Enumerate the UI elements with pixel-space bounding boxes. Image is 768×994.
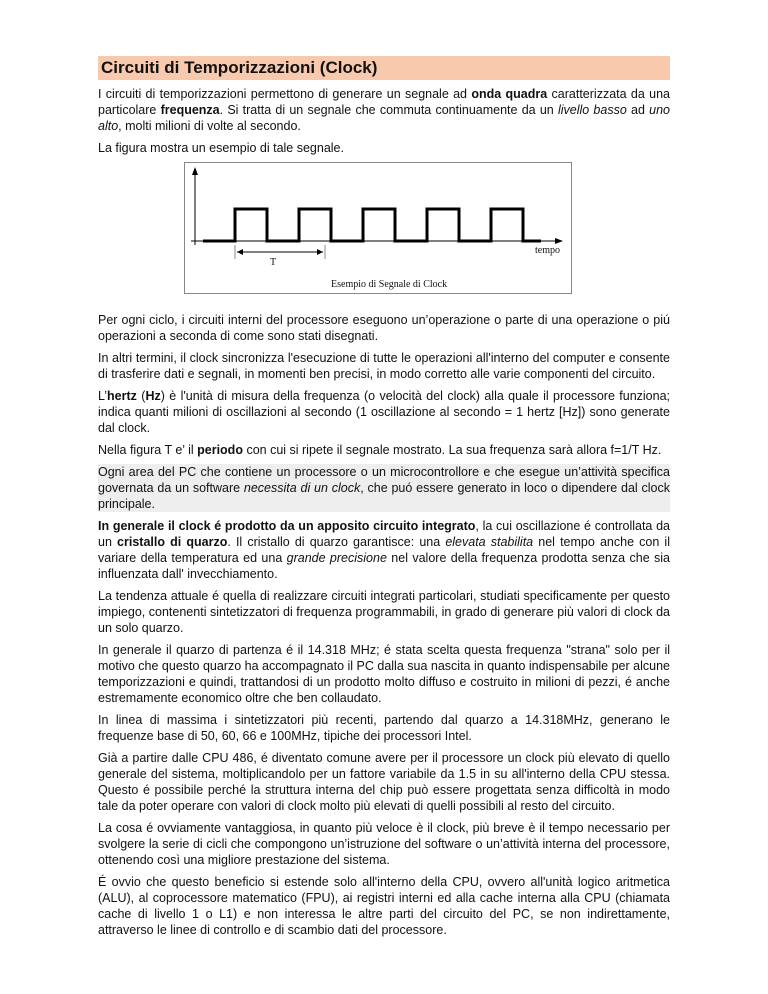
bold-term: Hz [145, 389, 161, 403]
text-run: nel valore della frequenza prodotta senza che sia influenzata dall' invecchiamento. [98, 551, 671, 581]
paragraph-sync: In altri termini, il clock sincronizza l'esecuzione di tutte le operazioni all'interno del computer e consente di trasferire dati e segnali, in momenti ben precisi, in modo corretto alle varie componenti del circuito. [98, 351, 670, 381]
bold-term: hertz [107, 389, 137, 403]
text-run: ad [626, 103, 650, 117]
text-run: I circuiti di temporizzazioni permettono di generare un segnale ad [98, 87, 472, 101]
text-run: , la cui oscillazione é controllata da un [98, 519, 670, 549]
paragraph-highlighted [98, 464, 670, 512]
paragraph-intro [98, 86, 670, 134]
page-title: Circuiti di Temporizzazioni (Clock) [98, 56, 670, 80]
clock-signal-figure [184, 162, 572, 294]
italic-term: elevata stabilita [445, 535, 534, 549]
paragraph-benefit: É ovvio che questo beneficio si estende solo all'interno della CPU, ovvero all'unità logico aritmetica (ALU), al coprocessore matematico (FPU), ai registri interni ed alla cache interna alla CPU (chiamata cache di livello 1 o L1) e non interessa le altre parti del circuito del PC, se non indirettamente, attraverso le linee di controllo e di scambio dati del processore. [98, 875, 670, 937]
paragraph-synthesizers: In linea di massima i sintetizzatori più recenti, partendo dal quarzo a 14.318MHz, generano le frequenze base di 50, 60, 66 e 100MHz, tipiche dei processori Intel. [98, 713, 670, 743]
bold-term: frequenza [160, 103, 220, 117]
bold-term: In generale il clock é prodotto da un apposito circuito integrato [98, 519, 476, 533]
period-label: T [270, 257, 277, 268]
time-axis-label: tempo [535, 245, 560, 256]
italic-term: grande precisione [286, 551, 387, 565]
paragraph-quartz-frequency: In generale il quarzo di partenza é il 14.318 MHz; é stata scelta questa frequenza "strana" solo per il motivo che questo quarzo ha accompagnato il PC dalla sua nascita in quanto indispensabile per alcune temporizzazioni e quindi, trattandosi di un prodotto molto diffuso e costruito in milioni di pezzi, é anche estremamente economico oltre che ben collaudato. [98, 643, 670, 705]
paragraph-period [98, 442, 670, 458]
italic-term: uno alto [98, 103, 671, 133]
paragraph-advantage: La cosa é ovviamente vantaggiosa, in quanto più veloce è il clock, più breve è il tempo necessario per svolgere la serie di cicli che compongono un’istruzione del software o un’attività interna del processore, ottenendo così una migliore prestazione del sistema. [98, 821, 670, 867]
text-run: , molti milioni di volte al secondo. [118, 119, 301, 133]
y-axis-arrow-icon [192, 167, 198, 175]
square-wave [203, 209, 541, 241]
period-arrow-left-icon [237, 249, 243, 255]
paragraph-hertz [98, 388, 670, 436]
text-run: ( [136, 389, 146, 403]
text-run: Ogni area del PC che contiene un processore o un microcontrollore e che esegue un’attività specifica governata da un software [98, 465, 670, 495]
italic-term: necessita di un clock [243, 481, 361, 495]
text-run: ) è l'unità di misura della frequenza (o velocità del clock) alla quale il processore funziona; indica quanti milioni di oscillazioni al secondo (1 oscillazione al secondo = 1 hertz [Hz]) sono generate dal clock. [98, 389, 671, 435]
text-run: nel tempo anche con il variare della temperatura ed una [98, 535, 670, 565]
text-run: , che puó essere generato in loco o dipendere dal clock principale. [98, 481, 670, 511]
bold-term: cristallo di quarzo [117, 535, 228, 549]
period-arrow-right-icon [317, 249, 323, 255]
text-run: L’ [98, 389, 108, 403]
text-run: con cui si ripete il segnale mostrato. La sua frequenza sarà allora f=1/T Hz. [242, 443, 662, 457]
paragraph-cycle: Per ogni ciclo, i circuiti interni del processore eseguono un’operazione o parte di una operazione o piú operazioni a seconda di come sono stati disegnati. [98, 313, 670, 343]
paragraph-quartz [98, 518, 670, 582]
italic-term: livello basso [557, 103, 627, 117]
paragraph-cpu-486: Già a partire dalle CPU 486, é diventato comune avere per il processore un clock più elevato di quello generale del sistema, moltiplicandolo per un fattore variabile da 1.5 in su all'interno della CPU stessa. Questo é possibile perché la struttura interna del chip può essere progettata senza difficoltà in modo tale da poter operare con valori di clock molto più elevati di quelli possibili al resto del circuito. [98, 751, 670, 813]
paragraph-trend: La tendenza attuale é quella di realizzare circuiti integrati particolari, studiati specificamente per questo impiego, contenenti sintetizzatori di frequenza programmabili, in grado di generare più valori di clock da un solo quarzo. [98, 589, 670, 635]
document-page [98, 56, 670, 944]
square-wave-diagram [185, 163, 571, 293]
text-run: . Si tratta di un segnale che commuta continuamente da un [219, 103, 558, 117]
text-run: . Il cristallo di quarzo garantisce: una [227, 535, 446, 549]
figure-caption: Esempio di Segnale di Clock [331, 279, 448, 290]
text-run: Nella figura T e’ il [98, 443, 198, 457]
text-run: caratterizzata da una particolare [98, 87, 670, 117]
x-axis-arrow-icon [555, 238, 563, 244]
bold-term: onda quadra [471, 87, 548, 101]
paragraph-figure-intro: La figura mostra un esempio di tale segnale. [98, 141, 344, 155]
bold-term: periodo [197, 443, 243, 457]
